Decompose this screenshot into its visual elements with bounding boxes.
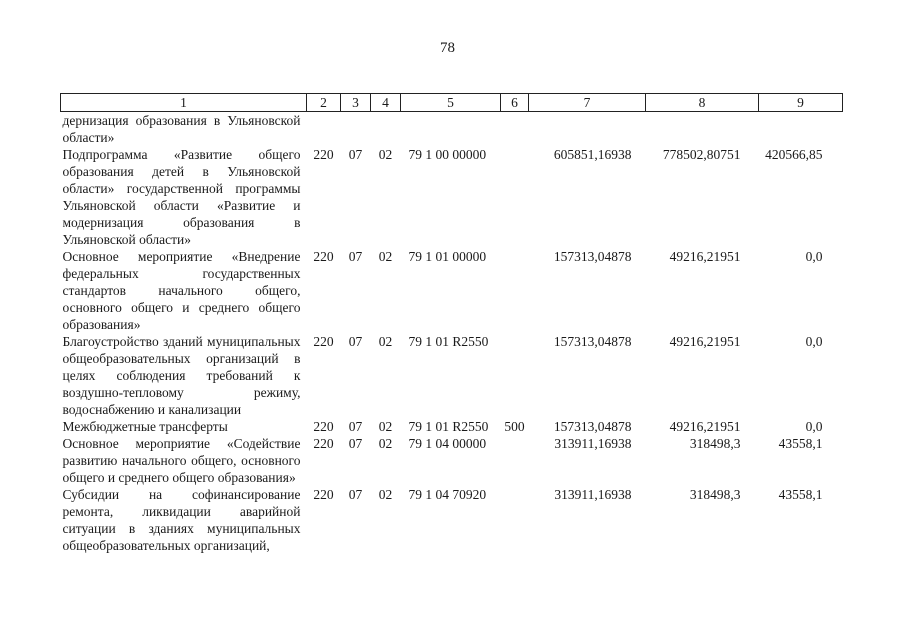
row-ministry-code: 220: [313, 487, 334, 502]
row-section-code: [341, 112, 371, 147]
row-amount-col8: 778502,80751: [662, 147, 741, 162]
row-name: Благоустройство зданий муниципальных общеобразовательных организаций в целях соблюдения требований к воздушно-тепловому режиму, водоснабжению и канализации: [62, 334, 301, 417]
row-ministry-code: [307, 112, 341, 147]
row-amount-col7: 605851,16938: [553, 147, 632, 162]
column-header: 3: [341, 94, 371, 112]
table-row: [61, 418, 843, 435]
row-subsection-code: [371, 112, 401, 147]
row-expense-type: [501, 112, 529, 147]
table-row: [61, 486, 843, 554]
budget-table: [60, 93, 843, 554]
column-header: 8: [646, 94, 759, 112]
row-target-article: [401, 112, 501, 147]
row-name: Межбюджетные трансферты: [62, 419, 228, 434]
row-expense-type: [501, 146, 529, 248]
row-amount-col8: 318498,3: [689, 487, 741, 502]
row-amount-col7: 157313,04878: [553, 334, 632, 349]
row-amount-col8: 49216,21951: [669, 334, 741, 349]
row-subsection-code: 02: [378, 487, 393, 502]
row-name: Подпрограмма «Развитие общего образования детей в Ульяновской области» государственной программы Ульяновской области «Развитие и модернизация образования в Ульяновской области»: [62, 147, 301, 247]
row-amount-col8: [646, 112, 759, 147]
row-name: Субсидии на софинансирование ремонта, ликвидации аварийной ситуации в зданиях муниципальных общеобразовательных организаций,: [62, 487, 301, 553]
row-ministry-code: 220: [313, 147, 334, 162]
row-expense-type: [501, 486, 529, 554]
row-amount-col7: 157313,04878: [553, 419, 632, 434]
row-expense-type: 500: [504, 419, 525, 434]
row-expense-type: [501, 248, 529, 333]
table-row: [61, 333, 843, 418]
row-amount-col7: 157313,04878: [553, 249, 632, 264]
row-subsection-code: 02: [378, 436, 393, 451]
row-section-code: 07: [348, 147, 363, 162]
row-ministry-code: 220: [313, 436, 334, 451]
row-expense-type: [501, 435, 529, 486]
row-name: Основное мероприятие «Внедрение федеральных государственных стандартов начального общего, основного общего и среднего общего образования»: [62, 249, 301, 332]
table-row: [61, 248, 843, 333]
row-target-article: 79 1 00 00000: [408, 147, 487, 162]
column-header: 5: [401, 94, 501, 112]
row-ministry-code: 220: [313, 249, 334, 264]
row-section-code: 07: [348, 419, 363, 434]
row-amount-col7: [529, 112, 646, 147]
column-header: 1: [61, 94, 307, 112]
table-row: [61, 435, 843, 486]
row-name: дернизация образования в Ульяновской области»: [62, 113, 301, 145]
row-amount-col7: 313911,16938: [554, 436, 632, 451]
page-number: 78: [440, 40, 455, 56]
row-target-article: 79 1 01 R2550: [408, 419, 489, 434]
row-amount-col9: 43558,1: [778, 487, 823, 502]
table-row: [61, 112, 843, 147]
row-target-article: 79 1 04 70920: [408, 487, 487, 502]
table-row: [61, 146, 843, 248]
column-header: 7: [529, 94, 646, 112]
row-target-article: 79 1 01 R2550: [408, 334, 489, 349]
row-subsection-code: 02: [378, 334, 393, 349]
row-amount-col9: 43558,1: [778, 436, 823, 451]
row-amount-col9: [759, 112, 843, 147]
row-amount-col9: 0,0: [805, 334, 823, 349]
row-amount-col9: 420566,85: [765, 147, 823, 162]
row-ministry-code: 220: [313, 419, 334, 434]
row-amount-col7: 313911,16938: [554, 487, 632, 502]
row-expense-type: [501, 333, 529, 418]
column-header: 2: [307, 94, 341, 112]
row-section-code: 07: [348, 334, 363, 349]
row-target-article: 79 1 01 00000: [408, 249, 487, 264]
row-section-code: 07: [348, 249, 363, 264]
row-section-code: 07: [348, 487, 363, 502]
column-header: 6: [501, 94, 529, 112]
row-target-article: 79 1 04 00000: [408, 436, 487, 451]
row-amount-col9: 0,0: [805, 419, 823, 434]
column-header: 9: [759, 94, 843, 112]
row-section-code: 07: [348, 436, 363, 451]
row-subsection-code: 02: [378, 249, 393, 264]
row-ministry-code: 220: [313, 334, 334, 349]
column-number-header-row: [61, 94, 843, 112]
row-amount-col9: 0,0: [805, 249, 823, 264]
column-header: 4: [371, 94, 401, 112]
row-subsection-code: 02: [378, 147, 393, 162]
row-amount-col8: 49216,21951: [669, 419, 741, 434]
row-name: Основное мероприятие «Содействие развитию начального общего, основного общего и среднего общего образования»: [62, 436, 301, 485]
row-amount-col8: 318498,3: [689, 436, 741, 451]
row-amount-col8: 49216,21951: [669, 249, 741, 264]
row-subsection-code: 02: [378, 419, 393, 434]
